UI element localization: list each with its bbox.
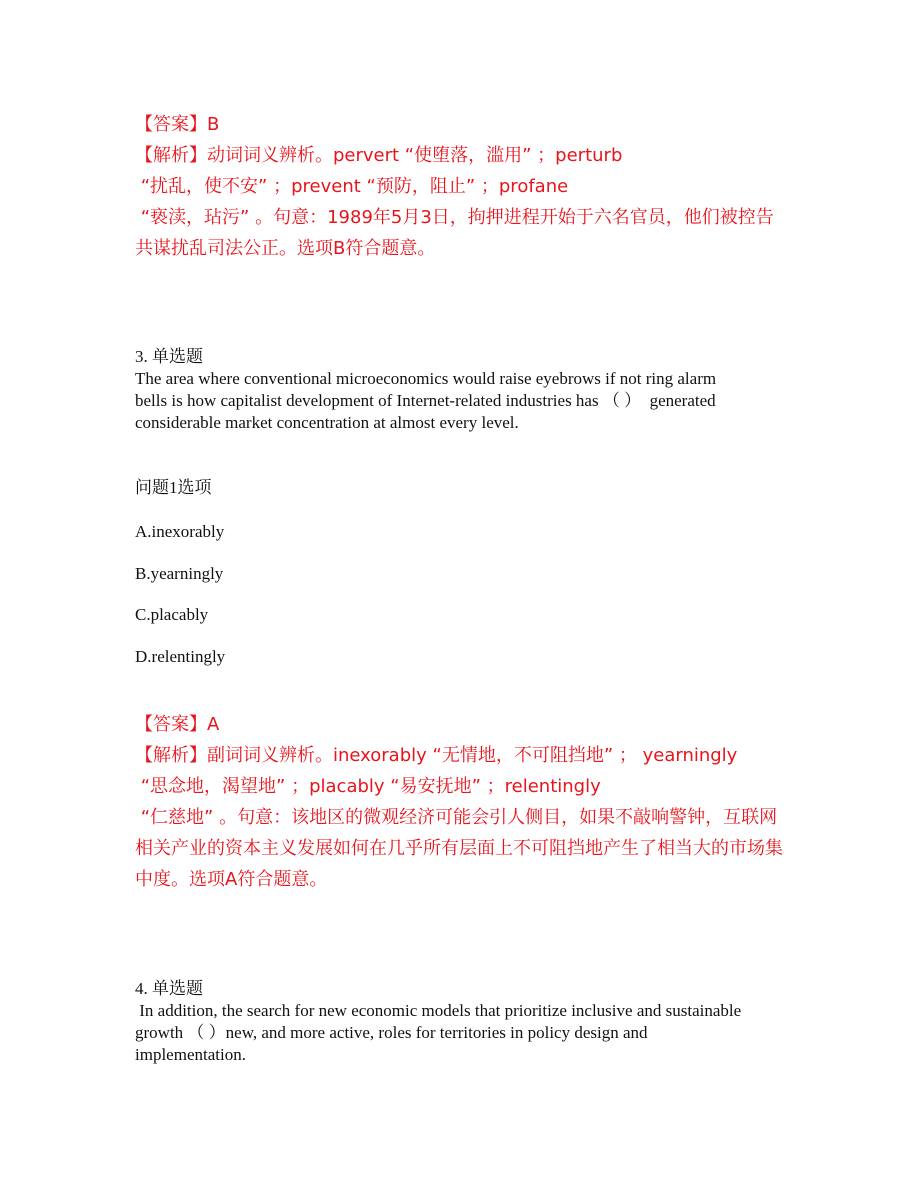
question-header: 3. 单选题 <box>135 347 203 366</box>
analysis-line: “仁慈地” 。句意：该地区的微观经济可能会引人侧目，如果不敲响警钟，互联网 <box>135 807 778 828</box>
question-stem-line: growth （ ）new, and more active, roles for territories in policy design and <box>135 1023 648 1042</box>
analysis-line: “亵渎，玷污” 。句意：1989年5月3日，拘押进程开始于六名官员，他们被控告 <box>135 207 774 228</box>
option-d[interactable]: D.relentingly <box>135 647 226 666</box>
analysis-line: 共谋扰乱司法公正。选项B符合题意。 <box>135 238 436 259</box>
option-c[interactable]: C.placably <box>135 605 209 624</box>
question-stem-line: In addition, the search for new economic models that prioritize inclusive and sustainable <box>135 1001 742 1020</box>
analysis-line: 相关产业的资本主义发展如何在几乎所有层面上不可阻挡地产生了相当大的市场集 <box>135 838 783 859</box>
option-a[interactable]: A.inexorably <box>135 522 225 541</box>
analysis-line: 中度。选项A符合题意。 <box>135 869 328 890</box>
answer-label: 【答案】B <box>135 114 220 135</box>
analysis-line: 【解析】动词词义辨析。pervert “使堕落，滥用” ；perturb <box>135 145 623 166</box>
question-stem-line: implementation. <box>135 1045 246 1064</box>
analysis-line: “扰乱，使不安” ；prevent “预防，阻止” ；profane <box>135 176 569 197</box>
analysis-line: 【解析】副词词义辨析。inexorably “无情地，不可阻挡地” ； yearningly <box>135 745 738 766</box>
question-stem-line: The area where conventional microeconomics would raise eyebrows if not ring alarm <box>135 369 717 388</box>
q3-answer-block <box>135 709 795 895</box>
answer-label: 【答案】A <box>135 714 220 735</box>
q2-answer-block <box>135 109 795 264</box>
option-b[interactable]: B.yearningly <box>135 564 224 583</box>
question-stem-line: bells is how capitalist development of Internet-related industries has （ ） generated <box>135 391 716 410</box>
options-title: 问题1选项 <box>135 478 212 497</box>
q3-question-block <box>135 346 795 434</box>
q4-question-block <box>135 978 795 1066</box>
question-stem-line: considerable market concentration at almost every level. <box>135 413 519 432</box>
analysis-line: “思念地，渴望地” ；placably “易安抚地” ；relentingly <box>135 776 601 797</box>
question-header: 4. 单选题 <box>135 979 203 998</box>
